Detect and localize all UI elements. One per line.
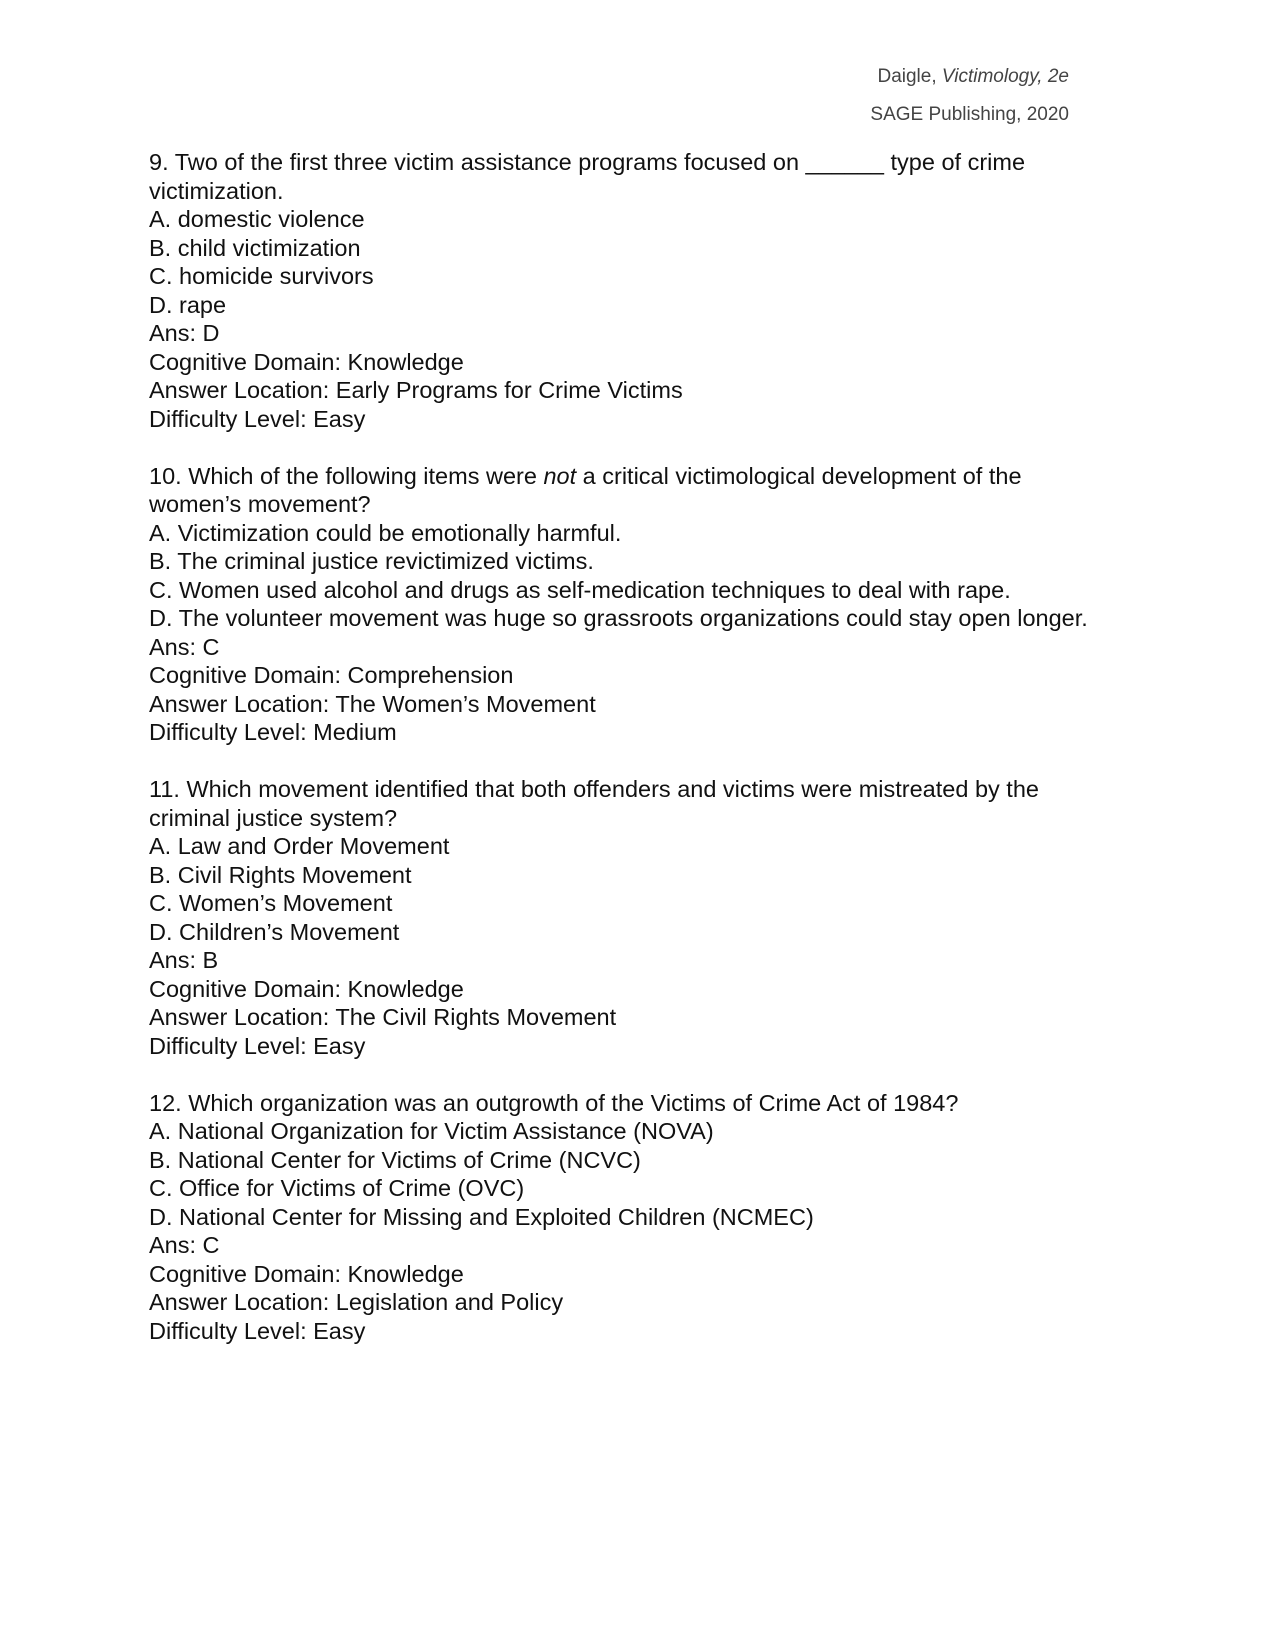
option-c: C. homicide survivors [149, 263, 374, 289]
answer-location: Answer Location: The Women’s Movement [149, 690, 596, 717]
answer-location: Answer Location: The Civil Rights Movement [149, 1004, 617, 1030]
option-a: A. Law and Order Movement [149, 833, 450, 859]
question-list [149, 148, 1099, 1374]
cognitive-domain: Cognitive Domain: Knowledge [149, 1260, 464, 1287]
question-stem-start: 10. Which of the following items were [149, 462, 544, 489]
option-c: C. Women used alcohol and drugs as self-medication techniques to deal with rape. [149, 576, 1011, 603]
header-publisher: SAGE Publishing, 2020 [870, 104, 1069, 125]
cognitive-domain: Cognitive Domain: Comprehension [149, 662, 514, 688]
question-9 [149, 148, 1099, 433]
option-b: B. Civil Rights Movement [149, 861, 412, 888]
question-12 [149, 1089, 1099, 1346]
question-stem-emphasis: not [543, 462, 577, 489]
question-10 [149, 462, 1099, 747]
option-d: D. National Center for Missing and Exploited Children (NCMEC) [149, 1203, 814, 1230]
cognitive-domain: Cognitive Domain: Knowledge [149, 975, 464, 1002]
option-b: B. The criminal justice revictimized victims. [149, 548, 594, 574]
question-stem: 11. Which movement identified that both offenders and victims were mistreated by the criminal justice system? [149, 776, 1039, 831]
option-d: D. Children’s Movement [149, 918, 400, 945]
question-11 [149, 775, 1099, 1060]
question-stem: 9. Two of the first three victim assistance programs focused on ______ type of crime victimization. [149, 149, 1026, 204]
question-stem-end: a critical victimological development of the women’s movement? [149, 462, 1022, 517]
header-book-title: Victimology, 2e [941, 66, 1069, 87]
answer-location: Answer Location: Early Programs for Crime Victims [149, 377, 683, 403]
answer: Ans: C [149, 633, 220, 660]
question-stem: 12. Which organization was an outgrowth of the Victims of Crime Act of 1984? [149, 1089, 959, 1116]
difficulty-level: Difficulty Level: Easy [149, 405, 366, 432]
answer: Ans: B [149, 947, 219, 973]
difficulty-level: Difficulty Level: Easy [149, 1317, 366, 1344]
option-b: B. National Center for Victims of Crime (NCVC) [149, 1146, 641, 1173]
option-d: D. rape [149, 291, 227, 318]
answer: Ans: D [149, 320, 220, 346]
option-d: D. The volunteer movement was huge so grassroots organizations could stay open longer. [149, 605, 1088, 631]
cognitive-domain: Cognitive Domain: Knowledge [149, 348, 464, 375]
option-a: A. Victimization could be emotionally harmful. [149, 519, 622, 546]
page-header [870, 58, 1069, 134]
difficulty-level: Difficulty Level: Medium [149, 719, 397, 745]
option-a: A. National Organization for Victim Assistance (NOVA) [149, 1118, 714, 1144]
option-b: B. child victimization [149, 234, 361, 261]
answer-location: Answer Location: Legislation and Policy [149, 1289, 564, 1315]
question-stem [149, 462, 1099, 519]
option-c: C. Women’s Movement [149, 890, 393, 916]
answer: Ans: C [149, 1232, 220, 1258]
option-a: A. domestic violence [149, 206, 365, 232]
option-c: C. Office for Victims of Crime (OVC) [149, 1175, 525, 1201]
header-citation [870, 58, 1069, 96]
difficulty-level: Difficulty Level: Easy [149, 1032, 366, 1059]
header-author: Daigle, [877, 66, 942, 87]
